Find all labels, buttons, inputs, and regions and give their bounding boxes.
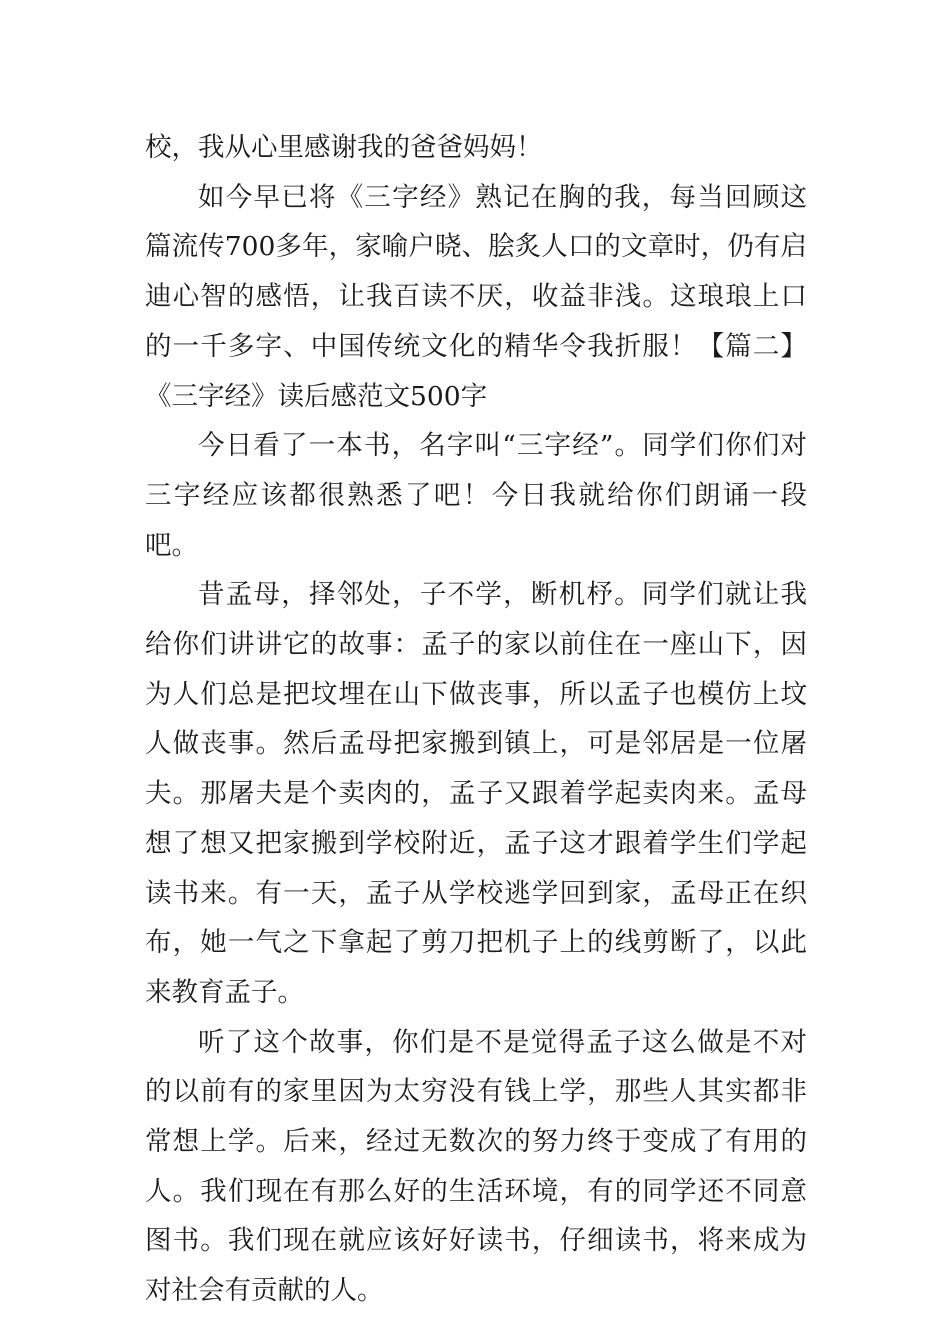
paragraph-book-intro: 今日看了一本书，名字叫“三字经”。同学们你们对三字经应该都很熟悉了吧！今日我就给你们朗诵一段吧。 — [145, 430, 807, 561]
paragraph-conclusion: 听了这个故事，你们是不是觉得孟子这么做是不对的以前有的家里因为太穷没有钱上学，那些人其实都非常想上学。后来，经过无数次的努力终于变成了有用的人。我们现在有那么好的生活环境，有的同学还不同意图书。我们现在就应该好好读书，仔细读书，将来成为对社会有贡献的人。 — [145, 1026, 807, 1307]
body-text — [145, 123, 807, 1316]
paragraph-mencius-story: 昔孟母，择邻处，子不学，断机杼。同学们就让我给你们讲讲它的故事：孟子的家以前住在一座山下，因为人们总是把坟埋在山下做丧事，所以孟子也模仿上坟人做丧事。然后孟母把家搬到镇上，可是邻居是一位屠夫。那屠夫是个卖肉的，孟子又跟着学起卖肉来。孟母想了想又把家搬到学校附近，孟子这才跟着学生们学起读书来。有一天，孟子从学校逃学回到家，孟母正在织布，她一气之下拿起了剪刀把机子上的线剪断了，以此来教育孟子。 — [145, 579, 807, 1008]
paragraph-recitation-reflection: 如今早已将《三字经》熟记在胸的我，每当回顾这篇流传700多年，家喻户晓、脍炙人口的文章时，仍有启迪心智的感悟，让我百读不厌，收益非浅。这琅琅上口的一千多字、中国传统文化的精华令我折服！【篇二】《三字经》读后感范文500字 — [145, 181, 807, 412]
paragraph-continuation: 校，我从心里感谢我的爸爸妈妈！ — [145, 132, 543, 163]
